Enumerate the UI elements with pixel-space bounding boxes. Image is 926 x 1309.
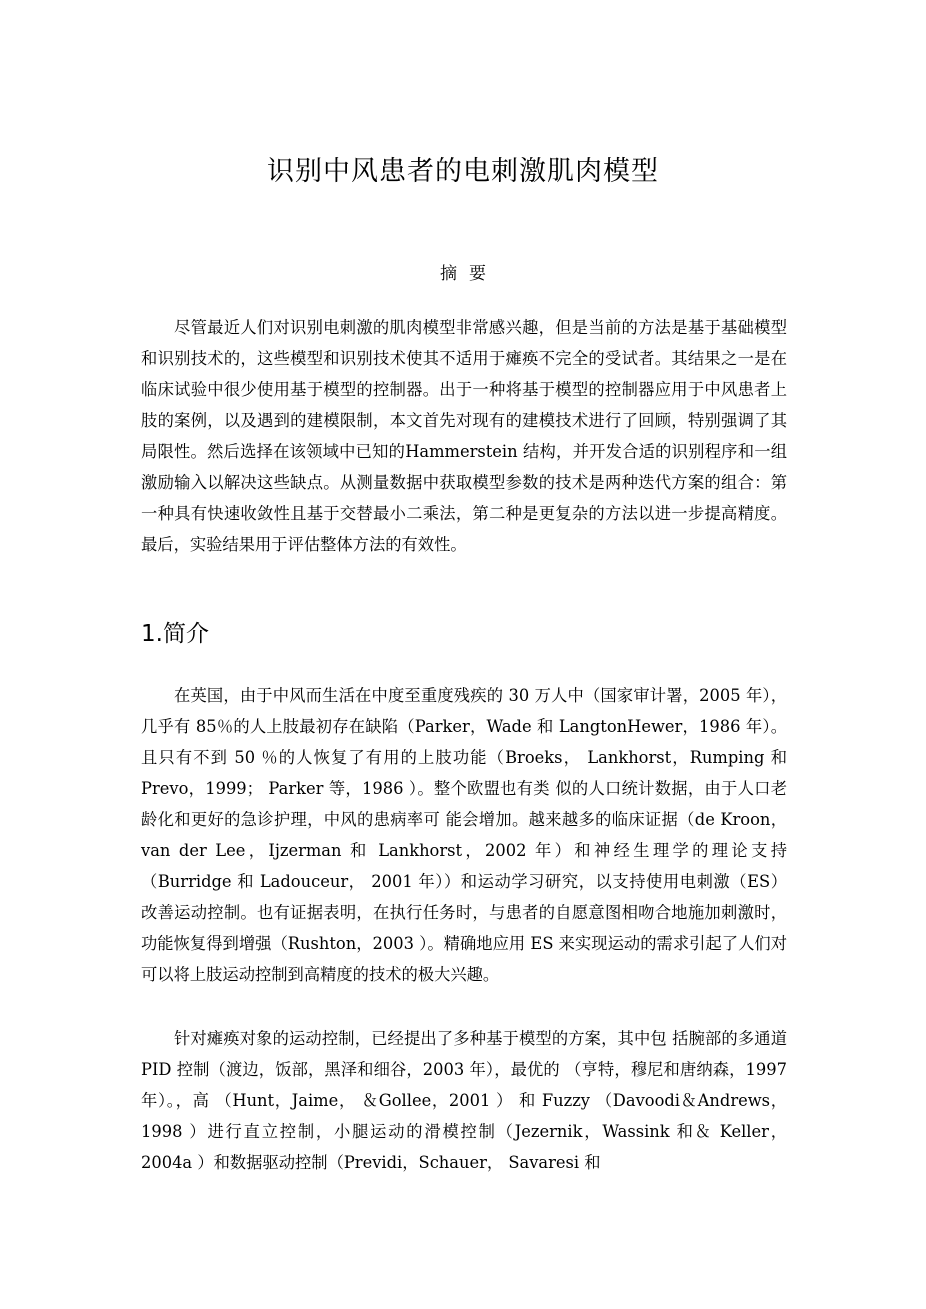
page-title: 识别中风患者的电刺激肌肉模型	[267, 156, 659, 187]
introduction-paragraph: 在英国，由于中风而生活在中度至重度残疾的 30 万人中（国家审计署，2005 年），几乎有 85％的人上肢最初存在缺陷（Parker，Wade 和 LangtonHewer，1986 年）。且只有不到 50 ％的人恢复了有用的上肢功能（Broeks， Lankhorst，Rumping 和 Prevo，1999； Parker 等，1986 ）。整个欧盟也有类 似的人口统计数据，由于人口老龄化和更好的急诊护理，中风的患病率可 能会增加。越来越多的临床证据（de Kroon，van der Lee，Ijzerman 和 Lankhorst，2002 年）和神经生理学的理论支持（Burridge 和 Ladouceur， 2001 年））和运动学习研究，以支持使用电刺激（ES）改善运动控制。也有证据表明，在执行任务时，与患者的自愿意图相吻合地施加刺激时，功能恢复得到增强（Rushton，2003 ）。精确地应用 ES 来实现运动的需求引起了人们对可以将上肢运动控制到高精度的技术的极大兴趣。	[141, 686, 787, 984]
abstract-heading: 摘要	[440, 264, 498, 284]
introduction-paragraph: 针对瘫痪对象的运动控制，已经提出了多种基于模型的方案，其中包 括腕部的多通道 PID 控制（渡边，饭部，黑泽和细谷，2003 年），最优的 （亨特，穆尼和唐纳森，1997 年）。，高 （Hunt，Jaime， ＆Gollee，2001 ） 和 Fuzzy （Davoodi＆Andrews， 1998 ）进行直立控制，小腿运动的滑模控制（Jezernik，Wassink 和＆ Keller，2004a ）和数据驱动控制（Previdi，Schauer， Savaresi 和	[141, 1029, 787, 1172]
abstract-paragraph: 尽管最近人们对识别电刺激的肌肉模型非常感兴趣，但是当前的方法是基于基础模型和识别技术的，这些模型和识别技术使其不适用于瘫痪不完全的受试者。其结果之一是在临床试验中很少使用基于模型的控制器。出于一种将基于模型的控制器应用于中风患者上肢的案例，以及遇到的建模限制，本文首先对现有的建模技术进行了回顾，特别强调了其局限性。然后选择在该领域中已知的Hammerstein 结构，并开发合适的识别程序和一组激励输入以解决这些缺点。从测量数据中获取模型参数的技术是两种迭代方案的组合：第一种具有快速收敛性且基于交替最小二乘法，第二种是更复杂的方法以进一步提高精度。最后，实验结果用于评估整体方法的有效性。	[141, 318, 787, 554]
section-heading-introduction: 1.简介	[141, 621, 209, 647]
